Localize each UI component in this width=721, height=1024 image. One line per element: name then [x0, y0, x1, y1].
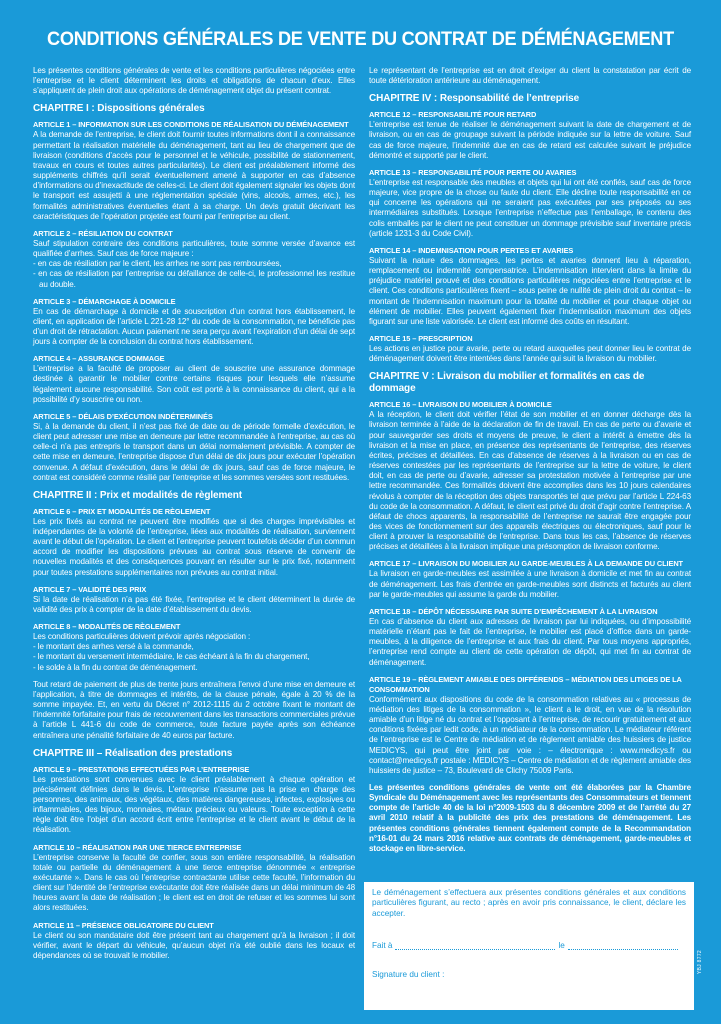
- reference-code: YBJ 8772: [697, 950, 703, 975]
- intro-text: Les présentes conditions générales de vente et les conditions particulières négociées entre l’entreprise et le client déterminent les droits et obligations de chacun d’eux. Elles s’appliquent de plein droit aux opérations de déménagement objet du présent contrat.: [33, 66, 355, 96]
- fait-label: Fait à: [372, 941, 393, 951]
- article-13-text: L’entreprise est responsable des meubles et objets qui lui ont été confiés, sauf cas de force majeure, vice propre de la chose ou faute du client. Elle décline toute responsabilité en ce qui concerne les opérations qui ne seraient pas exécutées par ses préposés ou ses intermédiaires substitués. Lorsque l’entreprise n’effectue pas l’emballage, le contenu des colis emballés par le client ne peut constituer un dommage prévisible sauf inventaire précis (article 1231-3 du Code Civil).: [369, 177, 691, 238]
- article-14-title: ARTICLE 14 – INDEMNISATION POUR PERTES ET AVARIES: [369, 245, 574, 255]
- article-4-text: L’entreprise a la faculté de proposer au client de souscrire une assurance dommage destinée à garantir le mobilier contre certains risques pour lesquels elle n’assume légalement aucune responsabilité. Son coût est porté à la connaissance du client, qui a la possibilité d’y souscrire ou non.: [33, 364, 355, 404]
- article-18-text: En cas d’absence du client aux adresses de livraison par lui indiquées, ou d’impossibilité matérielle n’étant pas le fait de l’entreprise, le mobilier est placé d’office dans un garde-meubles, à la diligence de l’entreprise et aux frais du client. Par tous moyens appropriés, l’entreprise rend compte au client de cette opération de dépôt, qui met fin au contrat de déménagement.: [369, 616, 691, 667]
- article-8-title: ARTICLE 8 – MODALITÉS DE RÈGLEMENT: [33, 622, 181, 632]
- article-12-text: L’entreprise est tenue de réaliser le déménagement suivant la date de chargement et de livraison, ou en cas de groupage suivant la période indiquée sur la lettre de voiture. Sauf cas de force majeure, l’indemnité due en cas de retard est calculée suivant le préjudice démontré et supporté par le client.: [369, 120, 691, 160]
- article-12-title: ARTICLE 12 – RESPONSABILITÉ POUR RETARD: [369, 110, 537, 120]
- right-column: [369, 66, 691, 861]
- chapter-5-title: CHAPITRE V : Livraison du mobilier et formalités en cas de dommage: [369, 371, 645, 395]
- left-column: [33, 66, 355, 968]
- article-6-title: ARTICLE 6 – PRIX ET MODALITÉS DE RÈGLEMENT: [33, 506, 211, 516]
- article-16-title: ARTICLE 16 – LIVRAISON DU MOBILIER À DOMICILE: [369, 400, 552, 410]
- article-15-title: ARTICLE 15 – PRESCRIPTION: [369, 333, 473, 343]
- article-10-text: L’entreprise conserve la faculté de confier, sous son entière responsabilité, la réalisation totale ou partielle du déménagement à une tierce entreprise dénommée « entreprise exécutante ». Dans le cas où l’entreprise contractante utilise cette faculté, l’information du client sur l’identité de l’entreprise exécutante doit être réalisée dans un délai minimum de 48 heures avant la date de réalisation ; le client est en droit de refuser et les sommes lui sont alors restituées.: [33, 852, 355, 913]
- article-2-text: Sauf stipulation contraire des conditions particulières, toute somme versée d’avance est qualifiée d’arrhes. Sauf cas de force majeure :: [33, 238, 355, 259]
- article-8-list-item: - le montant des arrhes versé à la commande,: [33, 642, 194, 652]
- article-4-title: ARTICLE 4 – ASSURANCE DOMMAGE: [33, 354, 165, 364]
- date-label: le: [558, 941, 565, 951]
- article-5-text: Si, à la demande du client, il n’est pas fixé de date ou de période formelle d’exécution, le client peut adresser une mise en demeure par lettre recommandée à l’entreprise, au cas où celle-ci n’a pas entrepris le transport dans un délai normalement prévisible. A compter de cette mise en demeure, l’entreprise dispose d’un délai de dix jours pour exécuter l’opération convenue. A défaut d’exécution, dans le délai de dix jours, sauf cas de force majeure, le contrat est considéré comme résilié par l’entreprise et les sommes versées sont restituées.: [33, 421, 355, 482]
- article-8-text: Les conditions particulières doivent prévoir après négociation :: [33, 632, 251, 642]
- article-5-title: ARTICLE 5 – DÉLAIS D’EXÉCUTION INDÉTERMINÉS: [33, 411, 213, 421]
- article-16-text: A la réception, le client doit vérifier l’état de son mobilier et en donner décharge dès la livraison terminée à l’aide de la déclaration de fin de travail. En cas de perte ou d’avarie et pour sauvegarder ses droits et moyens de preuve, le client a intérêt à émettre dès la livraison et la mise en place, en présence des représentants de l’entreprise, des réserves écrites, précises et détaillées. En cas d’absence de réserves à la livraison ou en cas de réserves contestées par les représentants de l’entreprise sur la lettre de voiture, le client doit, en cas de perte ou d’avarie, adresser sa protestation motivée à l’entreprise par une lettre recommandée. Ces formalités doivent être accomplies dans les 10 jours calendaires révolus à compter de la réception des objets transportés tel que prévu par l’article L 224-63 du code de la consommation. A défaut, le client est privé du droit d’agir contre l’entreprise. A défaut de chocs apparents, la responsabilité de l’entreprise ne saurait être engagée pour des vices de fonctionnement sur des appareils électriques ou électroniques, sauf pour le client à prouver la responsabilité de l’entreprise. Dans tous les cas, l’absence de réserves précises et détaillées à la livraison implique una présomption de livraison conforme.: [369, 410, 691, 552]
- chapter-3-title: CHAPITRE III – Réalisation des prestations: [33, 747, 233, 759]
- chapter-1-title: CHAPITRE I : Dispositions générales: [33, 103, 205, 115]
- article-10-title: ARTICLE 10 – RÉALISATION PAR UNE TIERCE ENTREPRISE: [33, 842, 242, 852]
- article-1-title: ARTICLE 1 – INFORMATION SUR LES CONDITIONS DE RÉALISATION DU DÉMÉNAGEMENT: [33, 120, 349, 130]
- article-8-list-item: - le solde à la fin du contrat de déménagement.: [33, 662, 198, 672]
- article-11-title: ARTICLE 11 – PRÉSENCE OBLIGATOIRE DU CLIENT: [33, 920, 214, 930]
- signature-row: [372, 970, 686, 980]
- signature-label: Signature du client :: [372, 969, 445, 979]
- article-9-title: ARTICLE 9 – PRESTATIONS EFFECTUÉES PAR L’ENTREPRISE: [33, 764, 250, 774]
- article-17-text: La livraison en garde-meubles est assimilée à une livraison à domicile et met fin au contrat de déménagement. Les frais d’entrée en garde-meubles sont distincts et facturés au client par le garde-meubles qui assume la garde du mobilier.: [369, 569, 691, 599]
- article-7-text: Si la date de réalisation n’a pas été fixée, l’entreprise et le client déterminent la durée de validité des prix à compter de la date d’établissement du devis.: [33, 594, 355, 614]
- chapter-4-title: CHAPITRE IV : Responsabilité de l’entreprise: [369, 93, 580, 105]
- article-15-text: Les actions en justice pour avarie, perte ou retard auxquelles peut donner lieu le contrat de déménagement doivent être intentées dans l’année qui suit la livraison du mobilier.: [369, 343, 691, 364]
- article-1-text: A la demande de l’entreprise, le client doit fournir toutes informations dont il a connaissance permettant la réalisation matérielle du déménagement, tant au lieu de chargement que de livraison (conditions d’accès pour le personnel et le véhicule, possibilité de stationnement, travaux en cours et toutes autres particularités). Le client est préalablement informé des suppléments chiffrés qu’il serait éventuellement amené à supporter en cas d’absence d’informations ou d’inexactitude de celles-ci. Le client doit également signaler les objets dont le transport est assujetti à une réglementation spéciale (vins, alcools, armes, etc.), les formalités administratives éventuelles étant à sa charge. Un devis gratuit décrivant les caractéristiques de l’opération projetée est fourni par l’entreprise au client.: [33, 130, 355, 221]
- article-8-list-item: - le montant du versement intermédiaire, le cas échéant à la fin du chargement,: [33, 652, 310, 662]
- chapter-2-title: CHAPITRE II : Prix et modalités de règlement: [33, 489, 242, 501]
- article-19-title: ARTICLE 19 – RÈGLEMENT AMIABLE DES DIFFÉRENDS – MÉDIATION DES LITIGES DE LA CONSOMMATION: [369, 674, 682, 694]
- article-2-list-item: - en cas de résiliation par l’entreprise ou défaillance de celle-ci, le professionnel les restitue au double.: [33, 269, 355, 289]
- article-9-text: Les prestations sont convenues avec le client préalablement à chaque opération et précisément définies dans le devis. L’entreprise n’assume pas la prise en charge des personnes, des animaux, des végétaux, des matières dangereuses, infectes, explosives ou inflammables, des bijoux, monnaies, métaux précieux ou valeurs. Toute exception à cette règle doit être l’objet d’un accord écrit entre l’entreprise et le client avant le début de la réalisation.: [33, 774, 355, 835]
- article-2-title: ARTICLE 2 – RÉSILIATION DU CONTRAT: [33, 228, 173, 238]
- article-19-text: Conformément aux dispositions du code de la consommation relatives au « processus de médiation des litiges de la consommation », le client a le droit, en vue de la résolution amiable d’un litige né du contrat et l’opposant à l’entreprise, de recourir gratuitement et aux conditions fixées par ledit code, à un médiateur de la consommation. Le médiateur référent de l’entreprise est le Centre de médiation et de règlement amiable des huissiers de justice MEDICYS, qui peut être joint par voie : – électronique : www.medicys.fr ou contact@medicys.fr postale : MEDICYS – Centre de médiation et de règlement amiable des huissiers de justice – 73, Boulevard de Clichy 75009 Paris.: [369, 694, 691, 775]
- right-intro-text: Le représentant de l’entreprise est en droit d’exiger du client la constatation par écrit de toute détérioration antérieure au déménagement.: [369, 66, 691, 86]
- date-field[interactable]: [568, 949, 678, 950]
- article-3-text: En cas de démarchage à domicile et de souscription d’un contrat hors établissement, le client, en application de l’article L 221-28 12° du code de la consommation, ne bénéficie pas d’un droit de rétractation. Aucun paiement ne sera perçu avant l’expiration d’un délai de sept jours à compter de la conclusion du contrat hors établissement.: [33, 306, 355, 347]
- legal-note: Les présentes conditions générales de vente ont été élaborées par la Chambre Syndicale du Déménagement avec les représentants des Consommateurs et tiennent compte de l’article 40 de la loi n°2009-1503 du 8 décembre 2009 et de l’arrêté du 27 avril 2010 relatif à la publicité des prix des prestations de déménagement. Les présentes conditions générales tiennent également compte de la Recommandation n°16-01 du 24 mars 2016 relative aux contrats de déménagement, garde-meubles et stockage en libre-service.: [369, 782, 691, 853]
- acceptance-text: Le déménagement s’effectuera aux présentes conditions générales et aux conditions particulières figurant, au recto ; après en avoir pris connaissance, le client, déclare les accepter.: [372, 888, 686, 918]
- page-title: CONDITIONS GÉNÉRALES DE VENTE DU CONTRAT DE DÉMÉNAGEMENT: [47, 28, 674, 50]
- article-18-title: ARTICLE 18 – DÉPÔT NÉCESSAIRE PAR SUITE D’EMPÊCHEMENT À LA LIVRAISON: [369, 606, 658, 616]
- article-17-title: ARTICLE 17 – LIVRAISON DU MOBILIER AU GARDE-MEUBLES À LA DEMANDE DU CLIENT: [369, 559, 683, 569]
- article-3-title: ARTICLE 3 – DÉMARCHAGE À DOMICILE: [33, 296, 176, 306]
- article-7-title: ARTICLE 7 – VALIDITÉ DES PRIX: [33, 584, 147, 594]
- article-6-text: Les prix fixés au contrat ne peuvent être modifiés que si des charges imprévisibles et indépendantes de la volonté de l’entreprise, liées aux modalités de réalisation, surviennent avant le début de l’opération. Le client et l’entreprise peuvent toutefois décider d’un commun accord de modifier les dispositions prévues au contrat sous réserve de convenir de nouvelles modalités et des conséquences pouvant en résulter sur le prix fixé, notamment pour toutes prestations supplémentaires non prévues au contrat initial.: [33, 516, 355, 577]
- place-field[interactable]: [395, 949, 555, 950]
- article-2-list-item: - en cas de résiliation par le client, les arrhes ne sont pas remboursées,: [33, 259, 282, 269]
- place-date-row: [372, 941, 686, 951]
- acceptance-box: [364, 882, 694, 1010]
- article-14-text: Suivant la nature des dommages, les pertes et avaries donnent lieu à réparation, remplacement ou indemnité compensatrice. L’indemnisation intervient dans la limite du préjudice matériel prouvé et des conditions particulières négociées entre l’entreprise et le client. Ces conditions particulières fixent – sous peine de nullité de plein droit du contrat – le montant de l’indemnisation maximum pour la totalité du mobilier et pour chaque objet ou élément de mobilier. Elles peuvent également fixer l’indemnisation maximum des objets figurant sur une liste valorisée. Le client est informé des coûts en résultant.: [369, 255, 691, 326]
- article-13-title: ARTICLE 13 – RESPONSABILITÉ POUR PERTE OU AVARIES: [369, 167, 577, 177]
- article-8-text-2: Tout retard de paiement de plus de trente jours entraînera l’envoi d’une mise en demeure et l’application, à titre de dommages et intérêts, de la clause pénale, égale à 20 % de la somme impayée. Et, en vertu du Décret n° 2012-1115 du 2 octobre fixant le montant de l’indemnité forfaitaire pour frais de recouvrement dans les transactions commerciales prévue à l’article L 441-6 du code de commerce, toute facture payée après son échéance entraînera une pénalité forfaitaire de 40 euros par facture.: [33, 679, 355, 740]
- article-11-text: Le client ou son mandataire doit être présent tant au chargement qu’à la livraison ; il doit vérifier, avant le départ du véhicule, qu’aucun objet n’a été oublié dans les locaux et dépendances où se trouvait le mobilier.: [33, 930, 355, 960]
